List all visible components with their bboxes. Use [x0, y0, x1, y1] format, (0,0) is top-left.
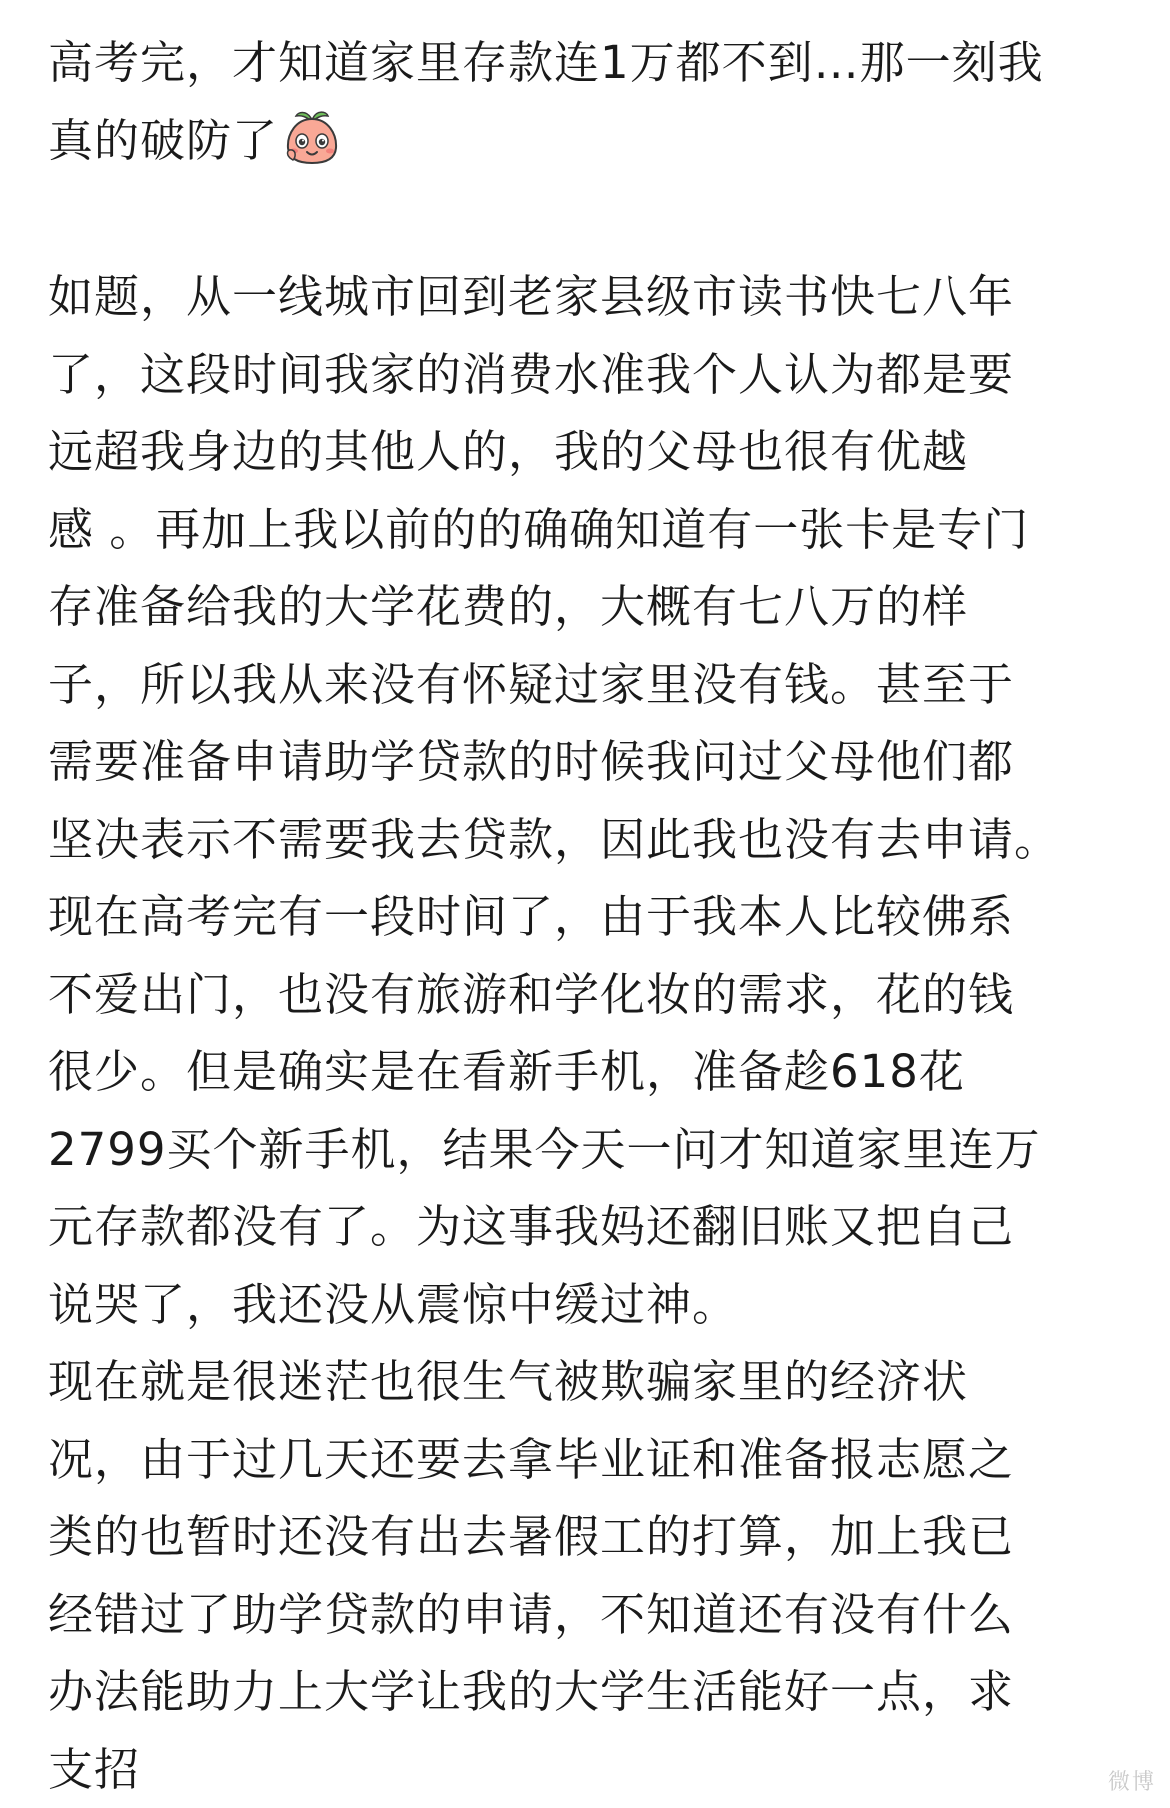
body-line: 元存款都没有了。为这事我妈还翻旧账又把自己: [48, 1200, 1015, 1253]
body-line: 说哭了，我还没从震惊中缓过神。: [48, 1277, 739, 1331]
title-line-2-text: 真的破防了: [48, 114, 279, 167]
post-title: [48, 24, 1148, 180]
body-line: 经错过了助学贷款的申请，不知道还有没有什么: [48, 1587, 1015, 1641]
body-line: 远超我身边的其他人的，我的父母也很有优越: [48, 425, 969, 478]
post-content: [48, 24, 1148, 1808]
body-line: 很少。但是确实是在看新手机，准备趁618花: [48, 1045, 965, 1098]
body-line: 况，由于过几天还要去拿毕业证和准备报志愿之: [48, 1432, 1015, 1486]
title-line-2: [48, 102, 1148, 180]
body-line: 坚决表示不需要我去贷款，因此我也没有去申请。: [48, 812, 1061, 866]
body-line: 不爱出门，也没有旅游和学化妆的需求，花的钱: [48, 967, 1015, 1021]
body-line: 办法能助力上大学让我的大学生活能好一点，求: [48, 1665, 1015, 1718]
body-line: 需要准备申请助学贷款的时候我问过父母他们都: [48, 735, 1015, 788]
body-line: 支招: [48, 1742, 141, 1796]
body-line: 现在高考完有一段时间了，由于我本人比较佛系: [48, 890, 1015, 943]
title-line-1: 高考完，才知道家里存款连1万都不到…那一刻我: [48, 36, 1044, 89]
post-body: [48, 258, 1148, 1808]
body-line: 如题，从一线城市回到老家县级市读书快七八年: [48, 270, 1015, 323]
body-line: 现在就是很迷茫也很生气被欺骗家里的经济状: [48, 1355, 969, 1408]
watermark: 微博: [1107, 1770, 1156, 1795]
body-line: 类的也暂时还没有出去暑假工的打算，加上我已: [48, 1510, 1015, 1563]
body-line: 存准备给我的大学花费的，大概有七八万的样: [48, 580, 969, 633]
body-line: 感 。再加上我以前的的确确知道有一张卡是专门: [48, 502, 1030, 556]
peach-face-emoji-icon: [284, 108, 340, 166]
body-line: 2799买个新手机，结果今天一问才知道家里连万: [48, 1122, 1041, 1176]
body-line: 子，所以我从来没有怀疑过家里没有钱。甚至于: [48, 657, 1015, 711]
body-line: 了，这段时间我家的消费水准我个人认为都是要: [48, 347, 1015, 401]
